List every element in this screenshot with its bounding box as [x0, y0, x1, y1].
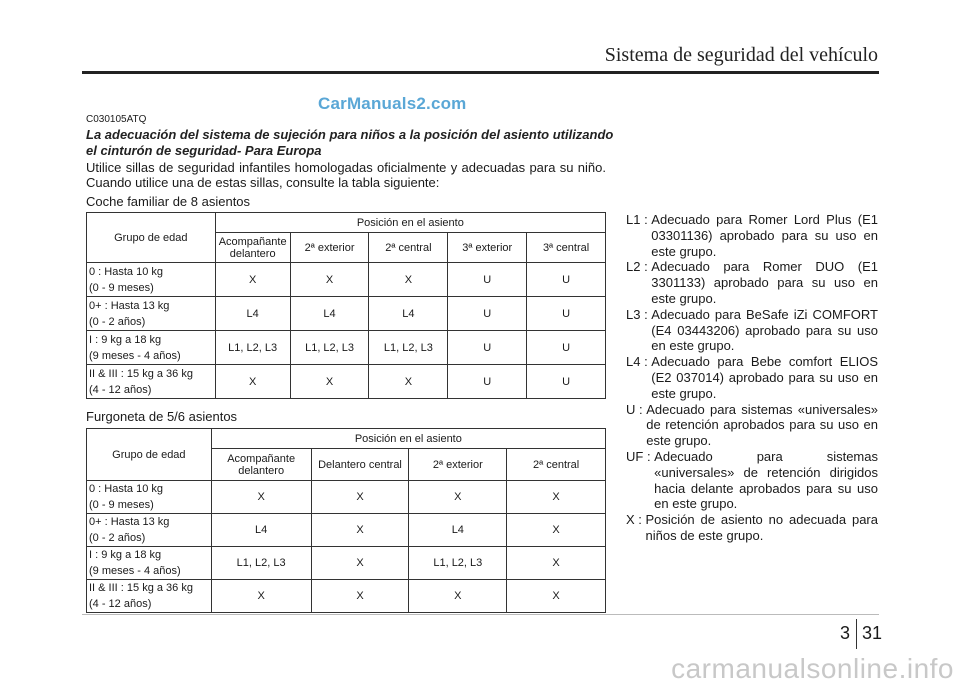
column-header: 3ª exterior: [448, 233, 527, 263]
table-cell: X: [290, 365, 369, 399]
table-cell: X: [211, 481, 311, 514]
table-cell: U: [448, 365, 527, 399]
legend-entry: UF : Adecuado para sistemas «universales» de retención dirigidos hacia delante aprobados para su uso en este grupo.: [626, 448, 878, 512]
watermark-logo: CarManuals2.com: [318, 94, 467, 113]
table-row: [87, 331, 606, 365]
age-group-cell: I : 9 kg a 18 kg (9 meses - 4 años): [87, 331, 216, 365]
table-row: [87, 297, 606, 331]
page-section-number: 3: [840, 623, 851, 643]
legend-entry: X : Posición de asiento no adecuada para niños de este grupo.: [626, 512, 878, 543]
table-cell: X: [409, 580, 507, 613]
legend-entry: L1 : Adecuado para Romer Lord Plus (E1 03301136) aprobado para su uso en este grupo.: [626, 212, 878, 259]
table-cell: L4: [369, 297, 448, 331]
table-cell: L4: [409, 514, 507, 547]
legend-entry: L2 : Adecuado para Romer DUO (E1 3301133) aprobado para su uso en este grupo.: [626, 259, 878, 306]
table-cell: L1, L2, L3: [211, 547, 311, 580]
column-header: 3ª central: [527, 233, 606, 263]
age-group-cell: II & III : 15 kg a 36 kg (4 - 12 años): [87, 365, 216, 399]
page-divider: [856, 619, 857, 649]
age-group-cell: II & III : 15 kg a 36 kg (4 - 12 años): [87, 580, 212, 613]
table-cell: L4: [290, 297, 369, 331]
table-cell: U: [527, 365, 606, 399]
table-cell: X: [507, 580, 606, 613]
age-group-cell: 0 : Hasta 10 kg (0 - 9 meses): [87, 481, 212, 514]
table-cell: L4: [215, 297, 290, 331]
footer-rule: [82, 614, 879, 615]
table-cell: U: [527, 297, 606, 331]
table-cell: X: [369, 263, 448, 297]
age-group-cell: 0 : Hasta 10 kg (0 - 9 meses): [87, 263, 216, 297]
seat-table-8-seater: [86, 212, 606, 399]
table-cell: L1, L2, L3: [215, 331, 290, 365]
seat-position-header: Posición en el asiento: [211, 429, 605, 449]
table-cell: U: [448, 263, 527, 297]
legend-entry: U : Adecuado para sistemas «universales» de retención aprobados para su uso en este grupo.: [626, 401, 878, 449]
age-group-header: Grupo de edad: [87, 429, 212, 481]
table-cell: U: [448, 297, 527, 331]
table-cell: U: [527, 331, 606, 365]
table-cell: L4: [211, 514, 311, 547]
column-header: Acompañante delantero: [215, 233, 290, 263]
table-cell: U: [448, 331, 527, 365]
seat-table-van: [86, 428, 606, 613]
column-header: 2ª exterior: [409, 449, 507, 481]
table-cell: U: [527, 263, 606, 297]
age-group-cell: 0+ : Hasta 13 kg (0 - 2 años): [87, 297, 216, 331]
table-row: [87, 365, 606, 399]
section-subtitle: La adecuación del sistema de sujeción para niños a la posición del asiento utilizando el cinturón de seguridad- Para Europa: [86, 127, 614, 158]
header-rule: [82, 71, 879, 74]
table-cell: X: [290, 263, 369, 297]
table-cell: L1, L2, L3: [290, 331, 369, 365]
legend-entry: L4 : Adecuado para Bebe comfort ELIOS (E2 037014) aprobado para su uso en este grupo.: [626, 354, 878, 401]
table-row: [87, 547, 606, 580]
page-header-title: Sistema de seguridad del vehículo: [604, 44, 878, 66]
table-cell: X: [507, 481, 606, 514]
legend: [626, 212, 878, 544]
table-cell: X: [211, 580, 311, 613]
section-code: C030105ATQ: [86, 114, 147, 125]
table-row: [87, 481, 606, 514]
table-cell: X: [311, 580, 409, 613]
table-cell: X: [409, 481, 507, 514]
watermark-footer: carmanualsonline.info: [671, 653, 954, 684]
table-row: [87, 514, 606, 547]
column-header: Delantero central: [311, 449, 409, 481]
table-cell: X: [311, 481, 409, 514]
table-row: [87, 263, 606, 297]
intro-paragraph: Utilice sillas de seguridad infantiles homologadas oficialmente y adecuadas para su niño. Cuando utilice una de estas sillas, consulte la tabla siguiente:: [86, 160, 606, 190]
table-cell: L1, L2, L3: [409, 547, 507, 580]
table-row: [87, 580, 606, 613]
column-header: 2ª central: [369, 233, 448, 263]
age-group-header: Grupo de edad: [87, 213, 216, 263]
table-cell: X: [507, 547, 606, 580]
column-header: 2ª central: [507, 449, 606, 481]
table-cell: L1, L2, L3: [369, 331, 448, 365]
legend-entry: L3 : Adecuado para BeSafe iZi COMFORT (E4 03443206) aprobado para su uso en este grupo.: [626, 306, 878, 354]
table-cell: X: [507, 514, 606, 547]
column-header: 2ª exterior: [290, 233, 369, 263]
column-header: Acompañante delantero: [211, 449, 311, 481]
table-cell: X: [311, 514, 409, 547]
table-cell: X: [215, 263, 290, 297]
table2-caption: Furgoneta de 5/6 asientos: [86, 409, 238, 424]
table-cell: X: [215, 365, 290, 399]
table-cell: X: [311, 547, 409, 580]
age-group-cell: 0+ : Hasta 13 kg (0 - 2 años): [87, 514, 212, 547]
page-number: 31: [862, 623, 883, 643]
seat-position-header: Posición en el asiento: [215, 213, 605, 233]
table1-caption: Coche familiar de 8 asientos: [86, 194, 251, 209]
table-cell: X: [369, 365, 448, 399]
age-group-cell: I : 9 kg a 18 kg (9 meses - 4 años): [87, 547, 212, 580]
